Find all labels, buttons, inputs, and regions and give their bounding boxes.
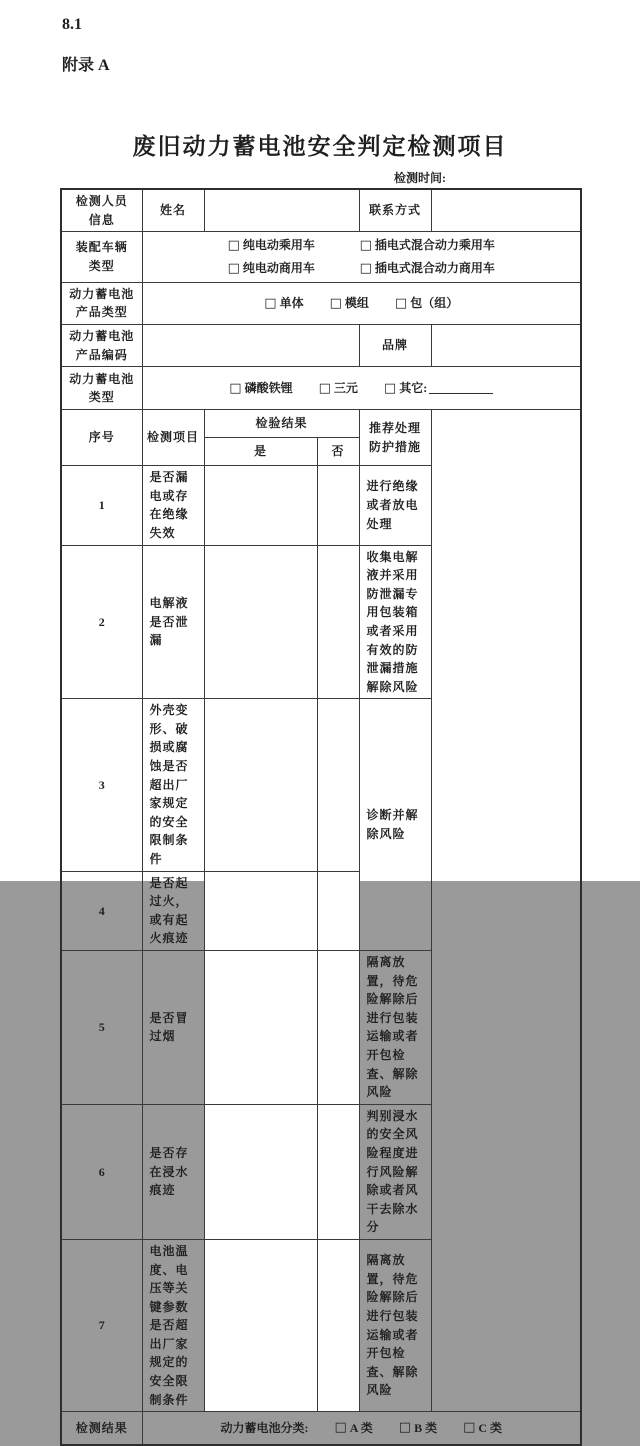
checkbox-icon[interactable]: □ [227, 238, 240, 254]
product-code-label: 动力蓄电池 产品编码 [61, 324, 142, 366]
col-header-no-option: 否 [317, 438, 359, 466]
checkbox-icon[interactable]: □ [264, 295, 277, 311]
page-title: 废旧动力蓄电池安全判定检测项目 [132, 134, 508, 159]
option-label: 三元 [333, 380, 358, 395]
option-label: 纯电动商用车 [242, 260, 315, 275]
item-no: 1 [61, 466, 142, 545]
item-text: 电池温度、电压等关键参数是否超出厂家规定的安全限制条件 [142, 1239, 204, 1411]
inspection-form-table [60, 188, 582, 1446]
checkbox-icon[interactable]: □ [334, 1420, 347, 1436]
item-text: 电解液是否泄漏 [142, 545, 204, 699]
result-no-cell[interactable] [317, 699, 359, 871]
item-measure: 隔离放置，待危险解除后进行包装运输或者开包检查、解除风险 [359, 951, 431, 1105]
classification-options [147, 1417, 577, 1440]
table-row [61, 466, 581, 545]
item-measure: 进行绝缘或者放电处理 [359, 466, 431, 545]
item-measure: 隔离放置，待危险解除后进行包装运输或者开包检查、解除风险 [359, 1239, 431, 1411]
result-yes-cell[interactable] [204, 871, 317, 950]
result-yes-cell[interactable] [204, 1104, 317, 1239]
checkbox-option-ternary[interactable] [319, 377, 358, 400]
checkbox-icon[interactable]: □ [463, 1420, 476, 1436]
table-row [61, 1239, 581, 1411]
item-no: 3 [61, 699, 142, 871]
item-measure: 判别浸水的安全风险程度进行风险解除或者风干去除水分 [359, 1104, 431, 1239]
item-no: 2 [61, 545, 142, 699]
table-row [61, 232, 581, 283]
table-header-row [61, 410, 581, 438]
result-no-cell[interactable] [317, 1239, 359, 1411]
contact-input-cell[interactable] [431, 189, 581, 232]
brand-label: 品牌 [359, 324, 431, 366]
checkbox-option-phev-commercial[interactable] [360, 257, 495, 280]
vehicle-type-label: 装配车辆 类型 [61, 232, 142, 283]
product-type-options [147, 292, 577, 315]
option-label: B 类 [414, 1420, 438, 1435]
brand-input-cell[interactable] [431, 324, 581, 366]
checkbox-icon[interactable]: □ [359, 260, 372, 276]
product-type-options-cell [142, 282, 581, 324]
battery-type-options-cell [142, 367, 581, 410]
item-text: 外壳变形、破损或腐蚀是否超出厂家规定的安全限制条件 [142, 699, 204, 871]
item-text: 是否存在浸水痕迹 [142, 1104, 204, 1239]
result-no-cell[interactable] [317, 1104, 359, 1239]
col-header-measure: 推荐处理防护措施 [359, 410, 431, 466]
table-row [61, 282, 581, 324]
section-number: 8.1 [62, 16, 82, 33]
option-label: A 类 [349, 1420, 373, 1435]
checkbox-icon[interactable]: □ [398, 1420, 412, 1436]
item-measure: 收集电解液并采用防泄漏专用包装箱或者采用有效的防泄漏措施解除风险 [359, 545, 431, 699]
option-label: 单体 [279, 295, 304, 310]
item-no: 6 [61, 1104, 142, 1239]
option-label: 包（组） [410, 295, 459, 310]
classification-label: 动力蓄电池分类: [220, 1420, 309, 1435]
result-yes-cell[interactable] [204, 699, 317, 871]
option-label: 插电式混合动力商用车 [374, 260, 495, 275]
checkbox-icon[interactable]: □ [394, 295, 408, 311]
option-label: 插电式混合动力乘用车 [374, 238, 495, 253]
checkbox-icon[interactable]: □ [359, 238, 372, 254]
result-classification-cell [142, 1412, 581, 1445]
appendix-label: 附录 A [62, 57, 110, 74]
result-no-cell[interactable] [317, 951, 359, 1105]
vehicle-options-line1 [147, 234, 577, 257]
option-label: 模组 [344, 295, 369, 310]
item-no: 4 [61, 871, 142, 950]
item-text: 是否起过火，或有起火痕迹 [142, 871, 204, 950]
product-type-label: 动力蓄电池 产品类型 [61, 282, 142, 324]
checkbox-option-phev-passenger[interactable] [360, 234, 495, 257]
result-yes-cell[interactable] [204, 951, 317, 1105]
table-row [61, 324, 581, 366]
test-time-label: 检测时间: [394, 171, 446, 185]
checkbox-option-ev-passenger[interactable] [228, 234, 334, 257]
col-header-yes: 是 [204, 438, 317, 466]
checkbox-option-class-a[interactable] [334, 1417, 372, 1440]
battery-type-label: 动力蓄电池 类型 [61, 367, 142, 410]
result-label: 检测结果 [61, 1412, 142, 1445]
battery-type-options [147, 377, 577, 400]
item-measure: 诊断并解除风险 [359, 699, 431, 951]
name-label: 姓名 [142, 189, 204, 232]
checkbox-option-cell[interactable] [264, 292, 303, 315]
option-label: C 类 [478, 1420, 503, 1435]
personnel-info-label: 检测人员 信息 [61, 189, 142, 232]
item-no: 5 [61, 951, 142, 1105]
option-label: 纯电动乘用车 [242, 238, 315, 253]
checkbox-icon[interactable]: □ [229, 380, 242, 396]
col-header-item: 检测项目 [142, 410, 204, 466]
table-row [61, 951, 581, 1105]
item-text: 是否漏电或存在绝缘失效 [142, 466, 204, 545]
item-text: 是否冒过烟 [142, 951, 204, 1105]
vehicle-type-options-cell [142, 232, 581, 283]
table-row [61, 871, 581, 950]
other-blank-line[interactable] [429, 382, 493, 394]
checkbox-option-pack[interactable] [395, 292, 458, 315]
col-header-result: 检验结果 [204, 410, 359, 438]
name-input-cell[interactable] [204, 189, 359, 232]
result-yes-cell[interactable] [204, 1239, 317, 1411]
checkbox-option-ev-commercial[interactable] [228, 257, 334, 280]
option-label: 磷酸铁锂 [244, 380, 293, 395]
result-no-cell[interactable] [317, 545, 359, 699]
checkbox-option-lfp[interactable] [229, 377, 292, 400]
checkbox-icon[interactable]: □ [383, 380, 397, 396]
result-yes-cell[interactable] [204, 545, 317, 699]
option-label: 其它: [399, 380, 428, 395]
checkbox-option-class-c[interactable] [463, 1417, 502, 1440]
vehicle-options-line2 [147, 257, 577, 280]
checkbox-icon[interactable]: □ [329, 295, 342, 311]
col-header-no: 序号 [61, 410, 142, 466]
result-yes-cell[interactable] [204, 466, 317, 545]
checkbox-option-module[interactable] [330, 292, 369, 315]
checkbox-icon[interactable]: □ [318, 380, 331, 396]
table-row [61, 699, 581, 871]
table-row [61, 189, 581, 232]
item-no: 7 [61, 1239, 142, 1411]
table-row [61, 367, 581, 410]
result-no-cell[interactable] [317, 871, 359, 950]
table-row [61, 1412, 581, 1445]
checkbox-option-class-b[interactable] [399, 1417, 437, 1440]
product-code-input-cell[interactable] [142, 324, 359, 366]
result-no-cell[interactable] [317, 466, 359, 545]
table-row [61, 545, 581, 699]
checkbox-icon[interactable]: □ [227, 260, 240, 276]
contact-label: 联系方式 [359, 189, 431, 232]
table-row [61, 1104, 581, 1239]
checkbox-option-other[interactable] [384, 377, 493, 400]
